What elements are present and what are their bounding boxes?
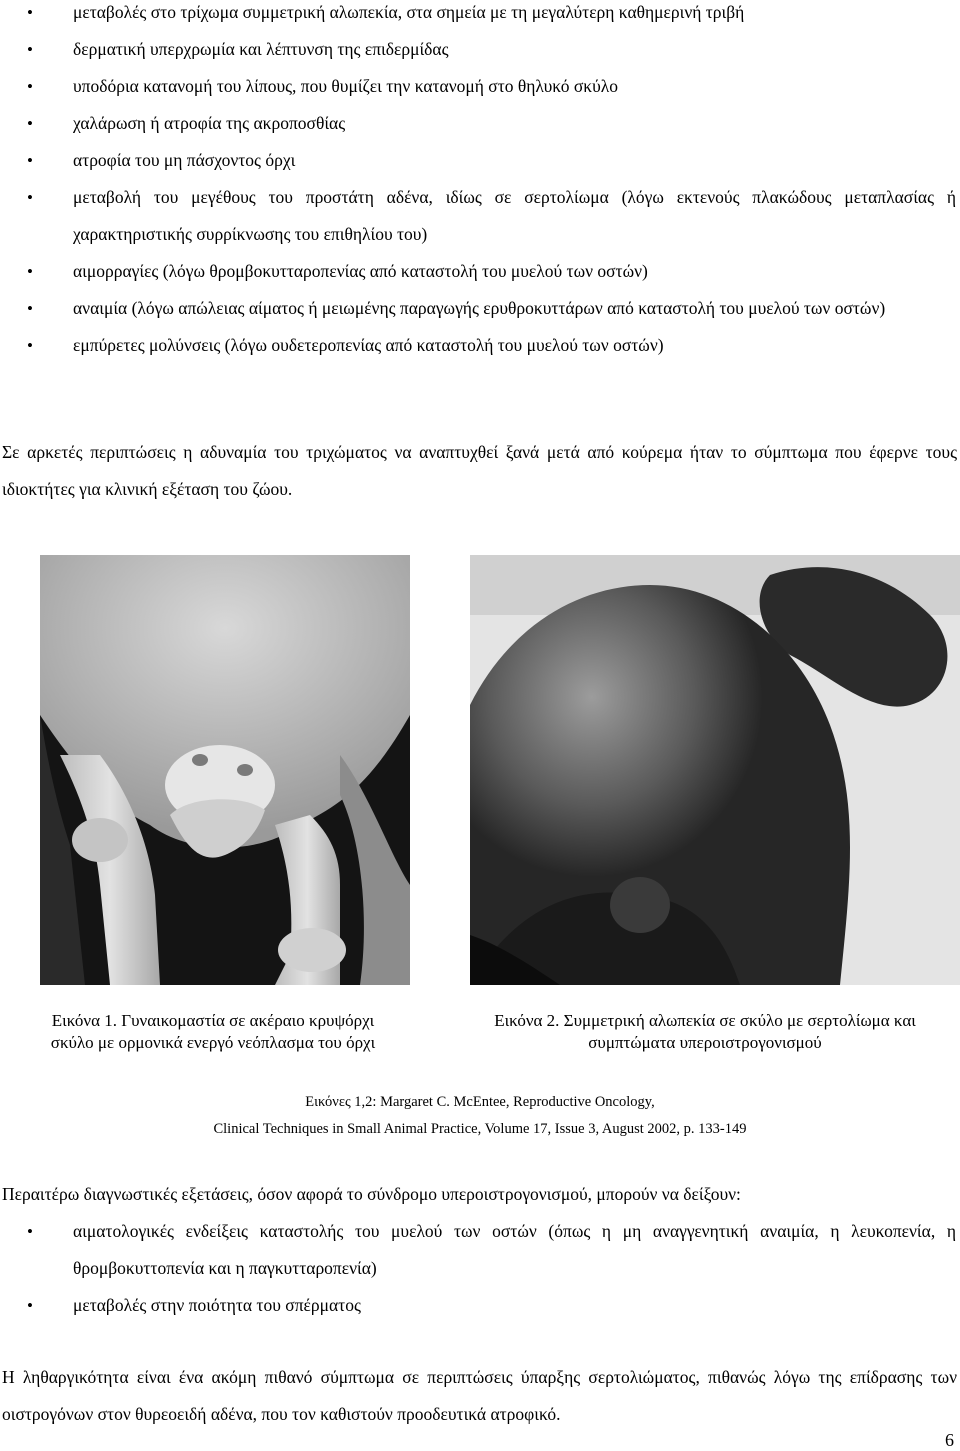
list-item: • μεταβολή του μεγέθους του προστάτη αδένα, ιδίως σε σερτολίωμα (λόγω εκτενούς πλακώδους μεταπλασίας ή χαρακτηριστικής συρρίκνωσης του επιθηλίου του) [0,179,960,253]
caption-line: συμπτώματα υπεροιστρογονισμού [588,1033,822,1052]
caption-line: Εικόνα 2. Συμμετρική αλωπεκία σε σκύλο με σερτολίωμα και [494,1011,916,1030]
list-item: • αναιμία (λόγω απώλειας αίματος ή μειωμένης παραγωγής ερυθροκυττάρων από καταστολή του μυελού των οστών) [0,290,960,327]
caption-line: Εικόνα 1. Γυναικομαστία σε ακέραιο κρυψόρχι [51,1011,375,1030]
paragraph-haircoat: Σε αρκετές περιπτώσεις η αδυναμία του τριχώματος να αναπτυχθεί ξανά μετά από κούρεμα ήταν το σύμπτωμα που έφερνε τους ιδιοκτήτες για κλινική εξέταση του ζώου. [2,442,957,499]
list-item: • μεταβολές στην ποιότητα του σπέρματος [0,1287,960,1324]
paragraph-lethargy: Η ληθαργικότητα είναι ένα ακόμη πιθανό σύμπτωμα σε περιπτώσεις ύπαρξης σερτολιώματος, πιθανώς λόγω της επίδρασης των οιστρογόνων στον θυρεοειδή αδένα, που τον καθιστούν προοδευτικά ατροφικό. [2,1367,957,1424]
figure-1-caption [18,1010,408,1054]
list-item: • υποδόρια κατανομή του λίπους, που θυμίζει την κατανομή στο θηλυκό σκύλο [0,68,960,105]
list-item: • χαλάρωση ή ατροφία της ακροποσθίας [0,105,960,142]
figure-credit-line: Clinical Techniques in Small Animal Practice, Volume 17, Issue 3, August 2002, p. 133-149 [213,1121,747,1137]
caption-line: σκύλο με ορμονικά ενεργό νεόπλασμα του όρχι [50,1033,376,1052]
symptoms-list [0,0,960,364]
list-item: • εμπύρετες μολύνσεις (λόγω ουδετεροπενίας από καταστολή του μυελού των οστών) [0,327,960,364]
list-item: • ατροφία του μη πάσχοντος όρχι [0,142,960,179]
paragraph-diagnostics: Περαιτέρω διαγνωστικές εξετάσεις, όσον αφορά το σύνδρομο υπεροιστρογονισμού, μπορούν να δείξουν: [2,1184,741,1204]
list-item: • δερματική υπερχρωμία και λέπτυνση της επιδερμίδας [0,31,960,68]
page-number: 6 [945,1430,954,1450]
tests-list [0,1213,960,1324]
list-item: • μεταβολές στο τρίχωμα συμμετρική αλωπεκία, στα σημεία με τη μεγαλύτερη καθημερινή τριβή [0,0,960,31]
figure-2-photo [470,555,960,985]
figure-1-photo [40,555,410,985]
list-item: • αιμορραγίες (λόγω θρομβοκυτταροπενίας από καταστολή του μυελού των οστών) [0,253,960,290]
figure-credit-line: Εικόνες 1,2: Margaret C. McEntee, Reproductive Oncology, [305,1094,655,1110]
figure-2-caption [440,1010,960,1054]
list-item: • αιματολογικές ενδείξεις καταστολής του μυελού των οστών (όπως η μη αναγγενητική αναιμία, η λευκοπενία, η θρομβοκυττοπενία και η παγκυτταροπενία) [0,1213,960,1287]
